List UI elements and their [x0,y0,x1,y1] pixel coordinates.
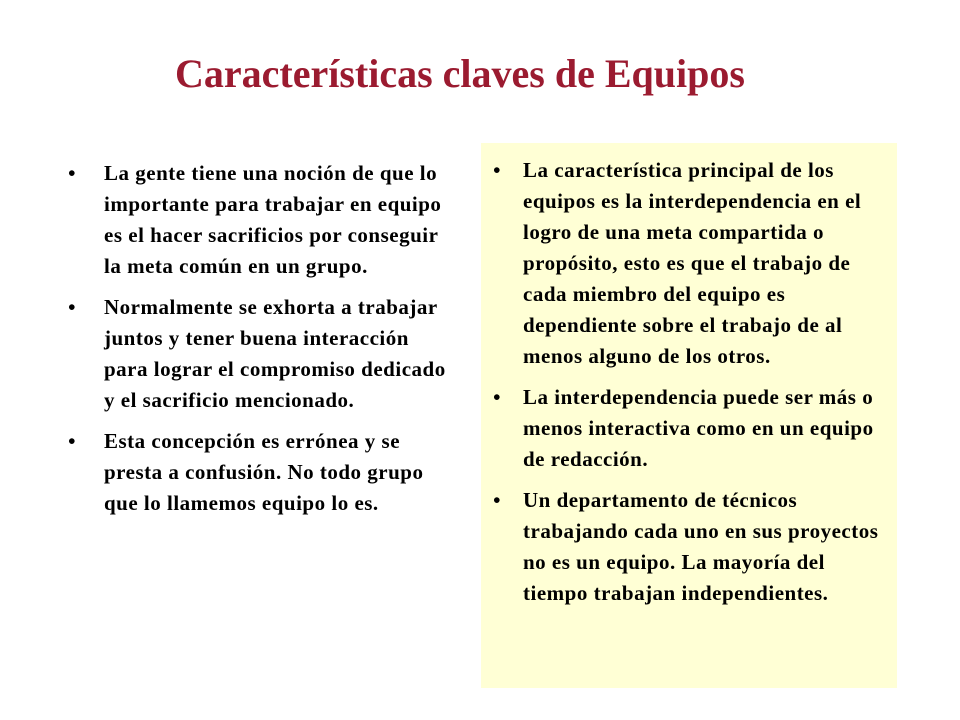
right-bullet-item-3 [481,485,889,609]
right-bullet-text-3: Un departamento de técnicos trabajando cada uno en sus proyectos no es un equipo. La mayoría del tiempo trabajan independientes. [523,488,879,605]
bullet-icon: • [493,488,501,512]
left-bullet-text-3: Esta concepción es errónea y se presta a confusión. No todo grupo que lo llamemos equipo lo es. [104,429,424,515]
right-bullet-text-2: La interdependencia puede ser más o menos interactiva como en un equipo de redacción. [523,385,874,471]
right-bullet-item-1 [481,155,889,372]
right-highlight-panel [481,143,897,688]
right-bullet-item-2 [481,382,889,475]
bullet-icon: • [493,158,501,182]
right-bullet-list [481,155,889,609]
left-bullet-text-2: Normalmente se exhorta a trabajar juntos y tener buena interacción para lograr el compromiso dedicado y el sacrificio mencionado. [104,295,446,412]
right-bullet-text-1: La característica principal de los equipos es la interdependencia en el logro de una meta compartida o propósito, esto es que el trabajo de cada miembro del equipo es dependiente sobre el trabajo de al menos alguno de los otros. [523,158,862,368]
bullet-icon: • [68,295,76,319]
bullet-icon: • [68,429,76,453]
bullet-icon: • [68,161,76,185]
left-column [56,158,456,529]
slide-title: Características claves de Equipos [175,51,745,96]
bullet-icon: • [493,385,501,409]
left-bullet-text-1: La gente tiene una noción de que lo importante para trabajar en equipo es el hacer sacrificios por conseguir la meta común en un grupo. [104,161,442,278]
left-bullet-list [56,158,456,519]
left-bullet-item-2 [56,292,456,416]
left-bullet-item-3 [56,426,456,519]
left-bullet-item-1 [56,158,456,282]
